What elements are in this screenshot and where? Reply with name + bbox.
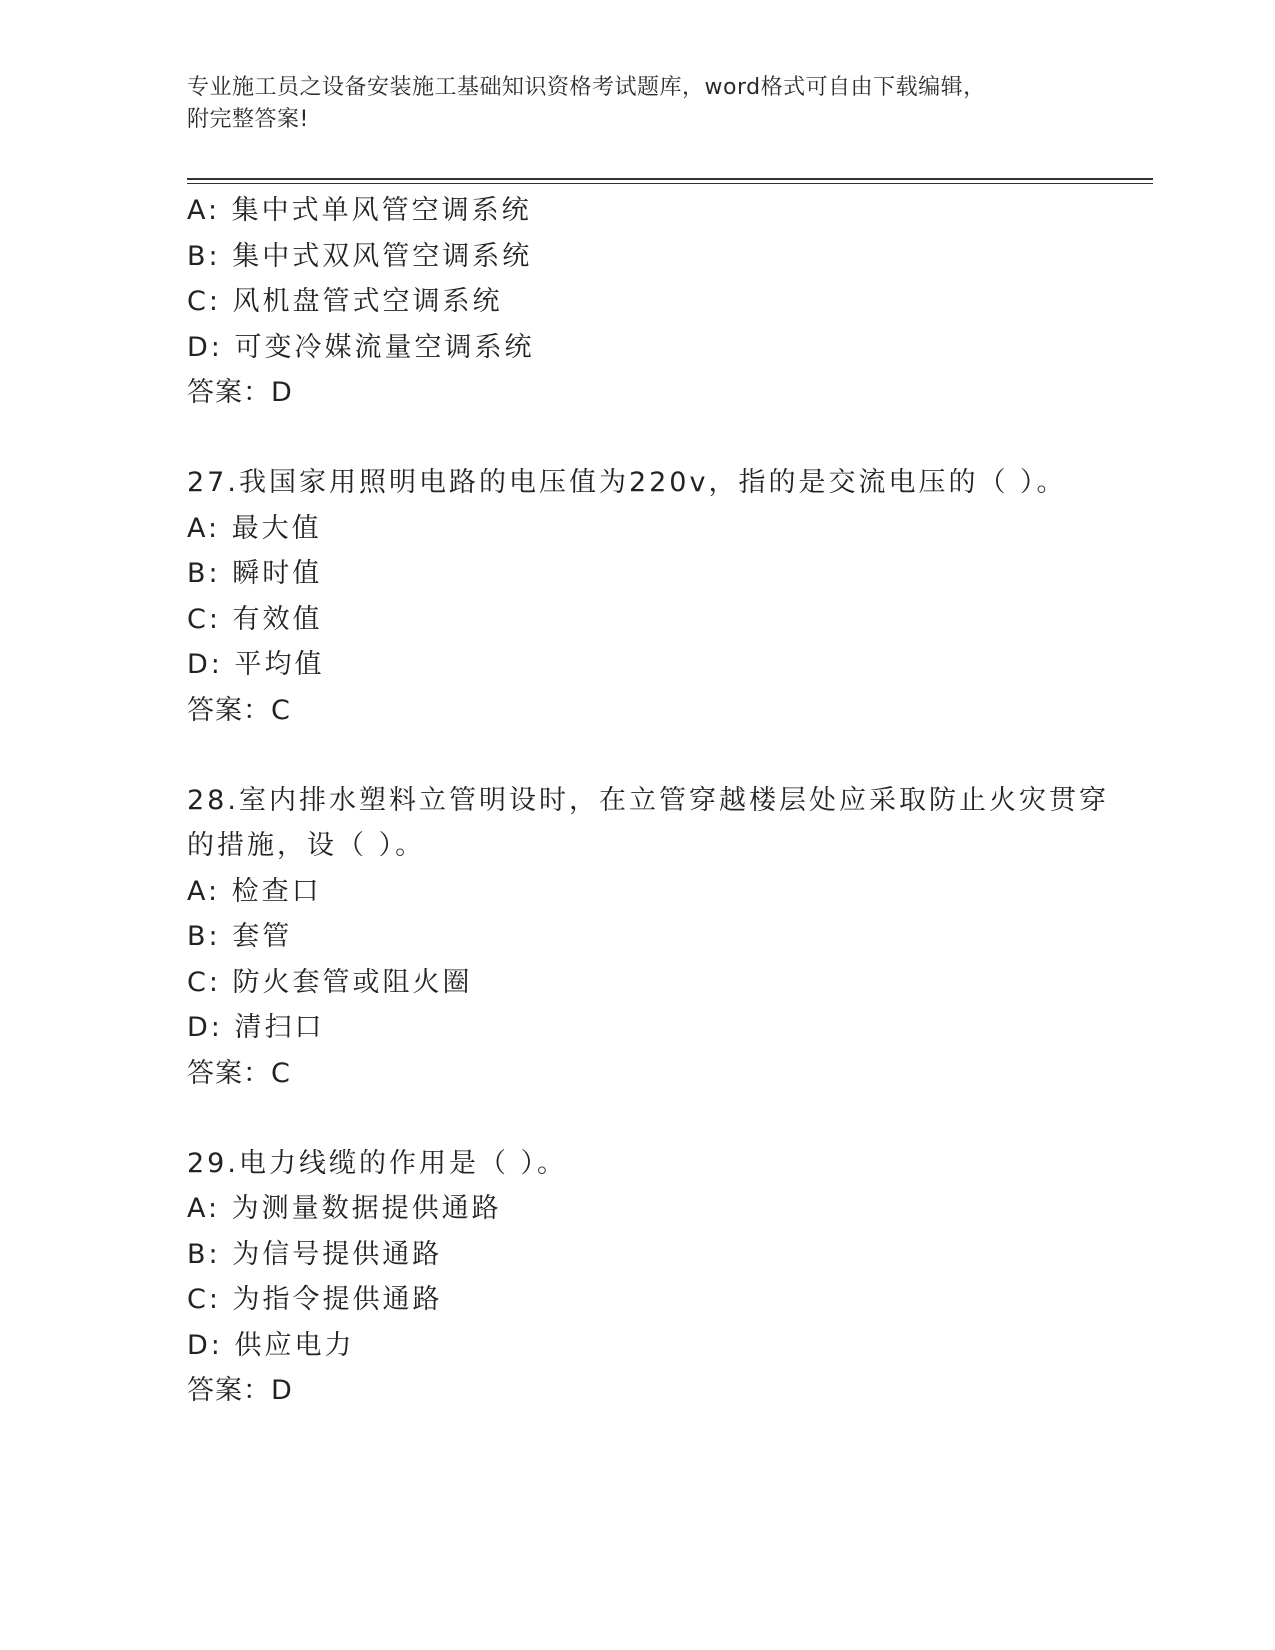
option-b: B: 集中式双风管空调系统 xyxy=(187,240,533,272)
option-b: B: 瞬时值 xyxy=(187,558,323,589)
spacer xyxy=(187,1097,1117,1141)
answer-line: 答案：D xyxy=(187,377,293,408)
question-list xyxy=(187,188,1117,1414)
option-b: B: 套管 xyxy=(187,921,293,952)
document-header xyxy=(187,72,1067,136)
option-c: C: 为指令提供通路 xyxy=(187,1284,443,1315)
option-d: D: 可变冷媒流量空调系统 xyxy=(187,331,535,363)
question-28 xyxy=(187,778,1117,1097)
question-stem-line-1: 28.室内排水塑料立管明设时，在立管穿越楼层处应采取防止火灾贯穿 xyxy=(187,784,1109,816)
header-line-1: 专业施工员之设备安装施工基础知识资格考试题库，word格式可自由下载编辑， xyxy=(187,75,986,100)
option-b: B: 为信号提供通路 xyxy=(187,1238,443,1270)
option-d: D: 供应电力 xyxy=(187,1329,355,1361)
option-c: C: 风机盘管式空调系统 xyxy=(187,286,503,317)
header-line-2: 附完整答案! xyxy=(187,107,309,132)
option-d: D: 平均值 xyxy=(187,649,325,680)
answer-line: 答案：C xyxy=(187,1057,291,1089)
question-stem: 27.我国家用照明电路的电压值为220v，指的是交流电压的（ ）。 xyxy=(187,467,1067,498)
question-stem: 29.电力线缆的作用是（ ）。 xyxy=(187,1147,568,1179)
question-27 xyxy=(187,460,1117,734)
option-d: D: 清扫口 xyxy=(187,1012,325,1043)
option-a: A: 集中式单风管空调系统 xyxy=(187,195,532,226)
spacer xyxy=(187,734,1117,778)
question-26 xyxy=(187,188,1117,416)
spacer xyxy=(187,416,1117,460)
option-a: A: 为测量数据提供通路 xyxy=(187,1193,502,1224)
option-a: A: 最大值 xyxy=(187,512,322,544)
header-divider-thick xyxy=(187,178,1153,180)
question-stem-line-2: 的措施，设（ ）。 xyxy=(187,830,426,861)
answer-line: 答案：D xyxy=(187,1375,293,1406)
option-c: C: 有效值 xyxy=(187,603,323,635)
option-a: A: 检查口 xyxy=(187,875,322,907)
header-divider-thin xyxy=(187,183,1153,184)
option-c: C: 防火套管或阻火圈 xyxy=(187,966,473,998)
answer-line: 答案：C xyxy=(187,694,291,726)
question-29 xyxy=(187,1141,1117,1415)
